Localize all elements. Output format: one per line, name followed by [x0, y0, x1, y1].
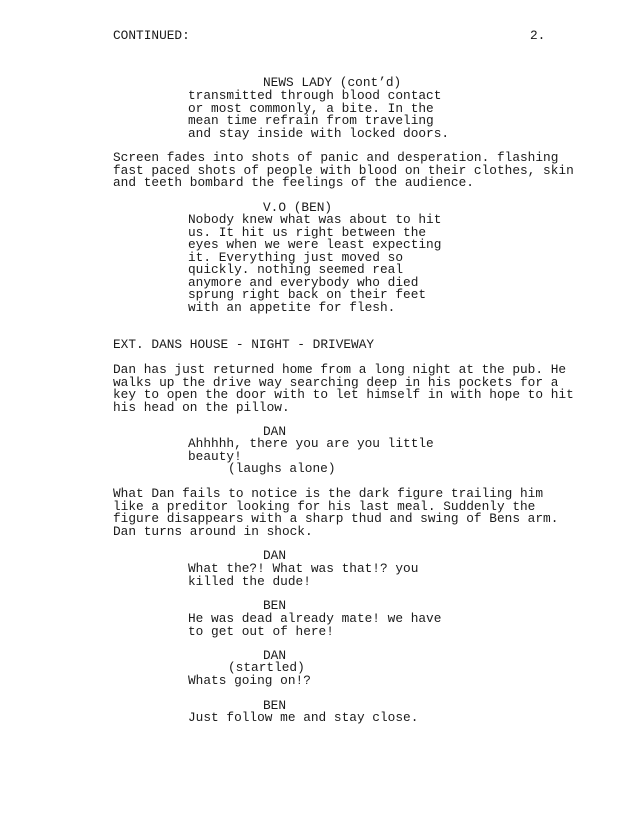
action-text: Screen fades into shots of panic and desperation. flashing fast paced shots of people with blood on their clothes, skin and teeth bombard the feelings of the audience. [113, 150, 574, 190]
dialogue: Ahhhhh, there you are you little beauty! [188, 436, 434, 464]
character-name: DAN [263, 548, 287, 563]
dialogue: Whats going on!? [188, 673, 311, 688]
dialogue: He was dead already mate! we have to get out of here! [188, 611, 442, 639]
dialogue: Just follow me and stay close. [188, 710, 419, 725]
page-number: 2. [530, 28, 546, 43]
parenthetical: (laughs alone) [228, 461, 336, 476]
character-name: NEWS LADY (cont’d) [263, 75, 402, 90]
character-name: BEN [263, 698, 287, 713]
continued-label: CONTINUED: [113, 28, 190, 43]
parenthetical: (startled) [228, 660, 305, 675]
action-text: Dan has just returned home from a long night at the pub. He walks up the drive way searching deep in his pockets for a key to open the door with to let himself in with hope to hit his head on the pillow. [113, 362, 574, 415]
scene-heading: EXT. DANS HOUSE - NIGHT - DRIVEWAY [113, 337, 375, 352]
action-text: What Dan fails to notice is the dark figure trailing him like a preditor looking for his last meal. Suddenly the figure disappears with a sharp thud and swing of Bens arm. Dan turns around in shock. [113, 486, 559, 539]
dialogue: What the?! What was that!? you killed the dude! [188, 561, 419, 589]
character-name: DAN [263, 648, 287, 663]
dialogue: transmitted through blood contact or most commonly, a bite. In the mean time refrain from traveling and stay inside with locked doors. [188, 88, 450, 141]
character-name: BEN [263, 598, 287, 613]
character-name: DAN [263, 424, 287, 439]
dialogue: Nobody knew what was about to hit us. It hit us right between the eyes when we were least expecting it. Everything just moved so quickly. nothing seemed real anymore and everybody who died sprung right back on their feet with an appetite for flesh. [188, 212, 442, 315]
character-name: V.O (BEN) [263, 200, 333, 215]
